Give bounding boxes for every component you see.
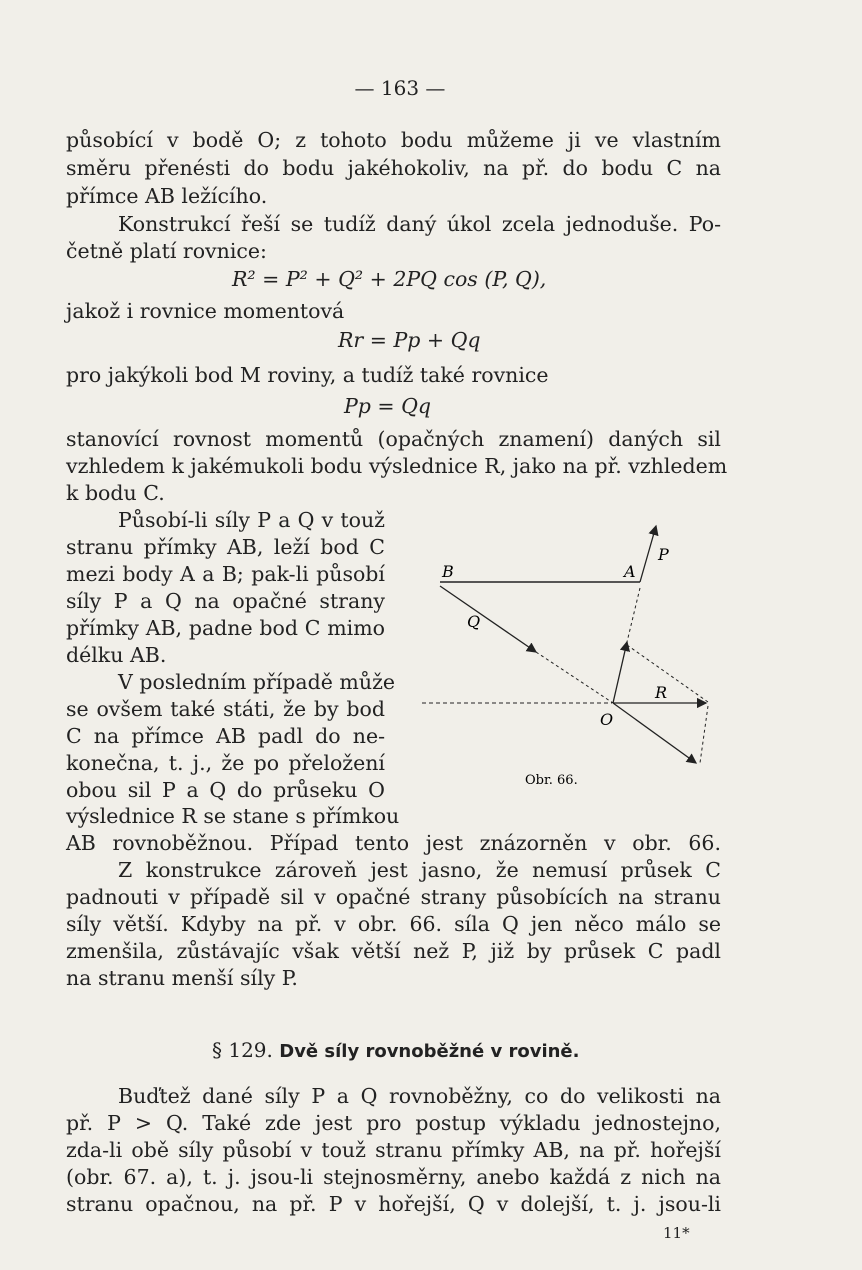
text-line: mezi body A a B; pak-li působí	[66, 562, 385, 586]
label-r: R	[655, 683, 668, 702]
equation-moment: Rr = Pp + Qq	[338, 328, 481, 352]
text-line: přímce AB ležícího.	[66, 184, 268, 208]
figure-caption: Obr. 66.	[525, 773, 578, 788]
text-line: Buďtež dané síly P a Q rovnoběžny, co do velikosti na	[118, 1084, 721, 1108]
text-line: stanovící rovnost momentů (opačných znamení) daných sil	[66, 427, 721, 451]
text-line: vzhledem k jakémukoli bodu výslednice R, jako na př. vzhledem	[66, 454, 728, 478]
label-q: Q	[467, 612, 481, 631]
section-title: Dvě síly rovnoběžné v rovině.	[279, 1041, 580, 1062]
text-line: AB rovnoběžnou. Případ tento jest znázorněn v obr. 66.	[66, 831, 721, 855]
text-line: směru přenésti do bodu jakéhokoliv, na př. do bodu C na	[66, 156, 721, 180]
force-diagram	[410, 515, 720, 795]
text-line: (obr. 67. a), t. j. jsou-li stejnosměrny, anebo každá z nich na	[66, 1165, 721, 1189]
signature-mark: 11*	[663, 1224, 690, 1242]
text-line: zda-li obě síly působí v touž stranu přímky AB, na př. hořejší	[66, 1138, 721, 1162]
equation-equality: Pp = Qq	[344, 394, 432, 418]
force-q-arrow	[440, 586, 536, 652]
text-line: C na přímce AB padl do ne-	[66, 724, 385, 748]
text-line: síly P a Q na opačné strany	[66, 589, 385, 613]
text-line: stranu opačnou, na př. P v hořejší, Q v dolejší, t. j. jsou-li	[66, 1192, 721, 1216]
force-p-at-o	[613, 642, 627, 703]
line-p-extension	[627, 588, 640, 642]
force-p-arrow	[640, 526, 656, 582]
text-line: Z konstrukce zároveň jest jasno, že nemusí průsek C	[118, 858, 721, 882]
text-line: Konstrukcí řeší se tudíž daný úkol zcela jednoduše. Po-	[118, 212, 721, 236]
text-line: konečna, t. j., že po přeložení	[66, 751, 385, 775]
text-line: Působí-li síly P a Q v touž	[118, 508, 385, 532]
text-line: délku AB.	[66, 643, 167, 667]
text-line: na stranu menší síly P.	[66, 966, 298, 990]
text-line: se ovšem také státi, že by bod	[66, 697, 385, 721]
equation-resultant: R² = P² + Q² + 2PQ cos (P, Q),	[232, 267, 547, 291]
text-line: jakož i rovnice momentová	[66, 299, 345, 323]
text-line: př. P > Q. Také zde jest pro postup výkladu jednostejno,	[66, 1111, 721, 1135]
section-heading	[212, 1038, 579, 1062]
label-b: B	[442, 562, 454, 581]
text-line: přímky AB, padne bod C mimo	[66, 616, 385, 640]
label-a: A	[624, 562, 636, 581]
text-line: výslednice R se stane s přímkou	[66, 804, 400, 828]
text-line: stranu přímky AB, leží bod C	[66, 535, 385, 559]
text-line: V posledním případě může	[118, 670, 396, 694]
text-line: četně platí rovnice:	[66, 239, 267, 263]
section-number: § 129.	[212, 1038, 273, 1062]
page-number: — 163 —	[354, 76, 446, 100]
text-line: obou sil P a Q do průseku O	[66, 778, 385, 802]
parallelogram-side-top	[627, 645, 708, 702]
force-q-at-o	[613, 703, 696, 763]
text-line: působící v bodě O; z tohoto bodu můžeme ji ve vlastním	[66, 128, 721, 152]
label-p: P	[658, 545, 669, 564]
parallelogram-side-right	[700, 706, 708, 763]
line-q-extension	[536, 652, 613, 703]
text-line: k bodu C.	[66, 481, 165, 505]
label-o: O	[600, 710, 614, 729]
text-line: síly větší. Kdyby na př. v obr. 66. síla Q jen něco málo se	[66, 912, 721, 936]
text-line: padnouti v případě sil v opačné strany působících na stranu	[66, 885, 721, 909]
text-line: zmenšila, zůstávajíc však větší než P, již by průsek C padl	[66, 939, 721, 963]
text-line: pro jakýkoli bod M roviny, a tudíž také rovnice	[66, 363, 549, 387]
